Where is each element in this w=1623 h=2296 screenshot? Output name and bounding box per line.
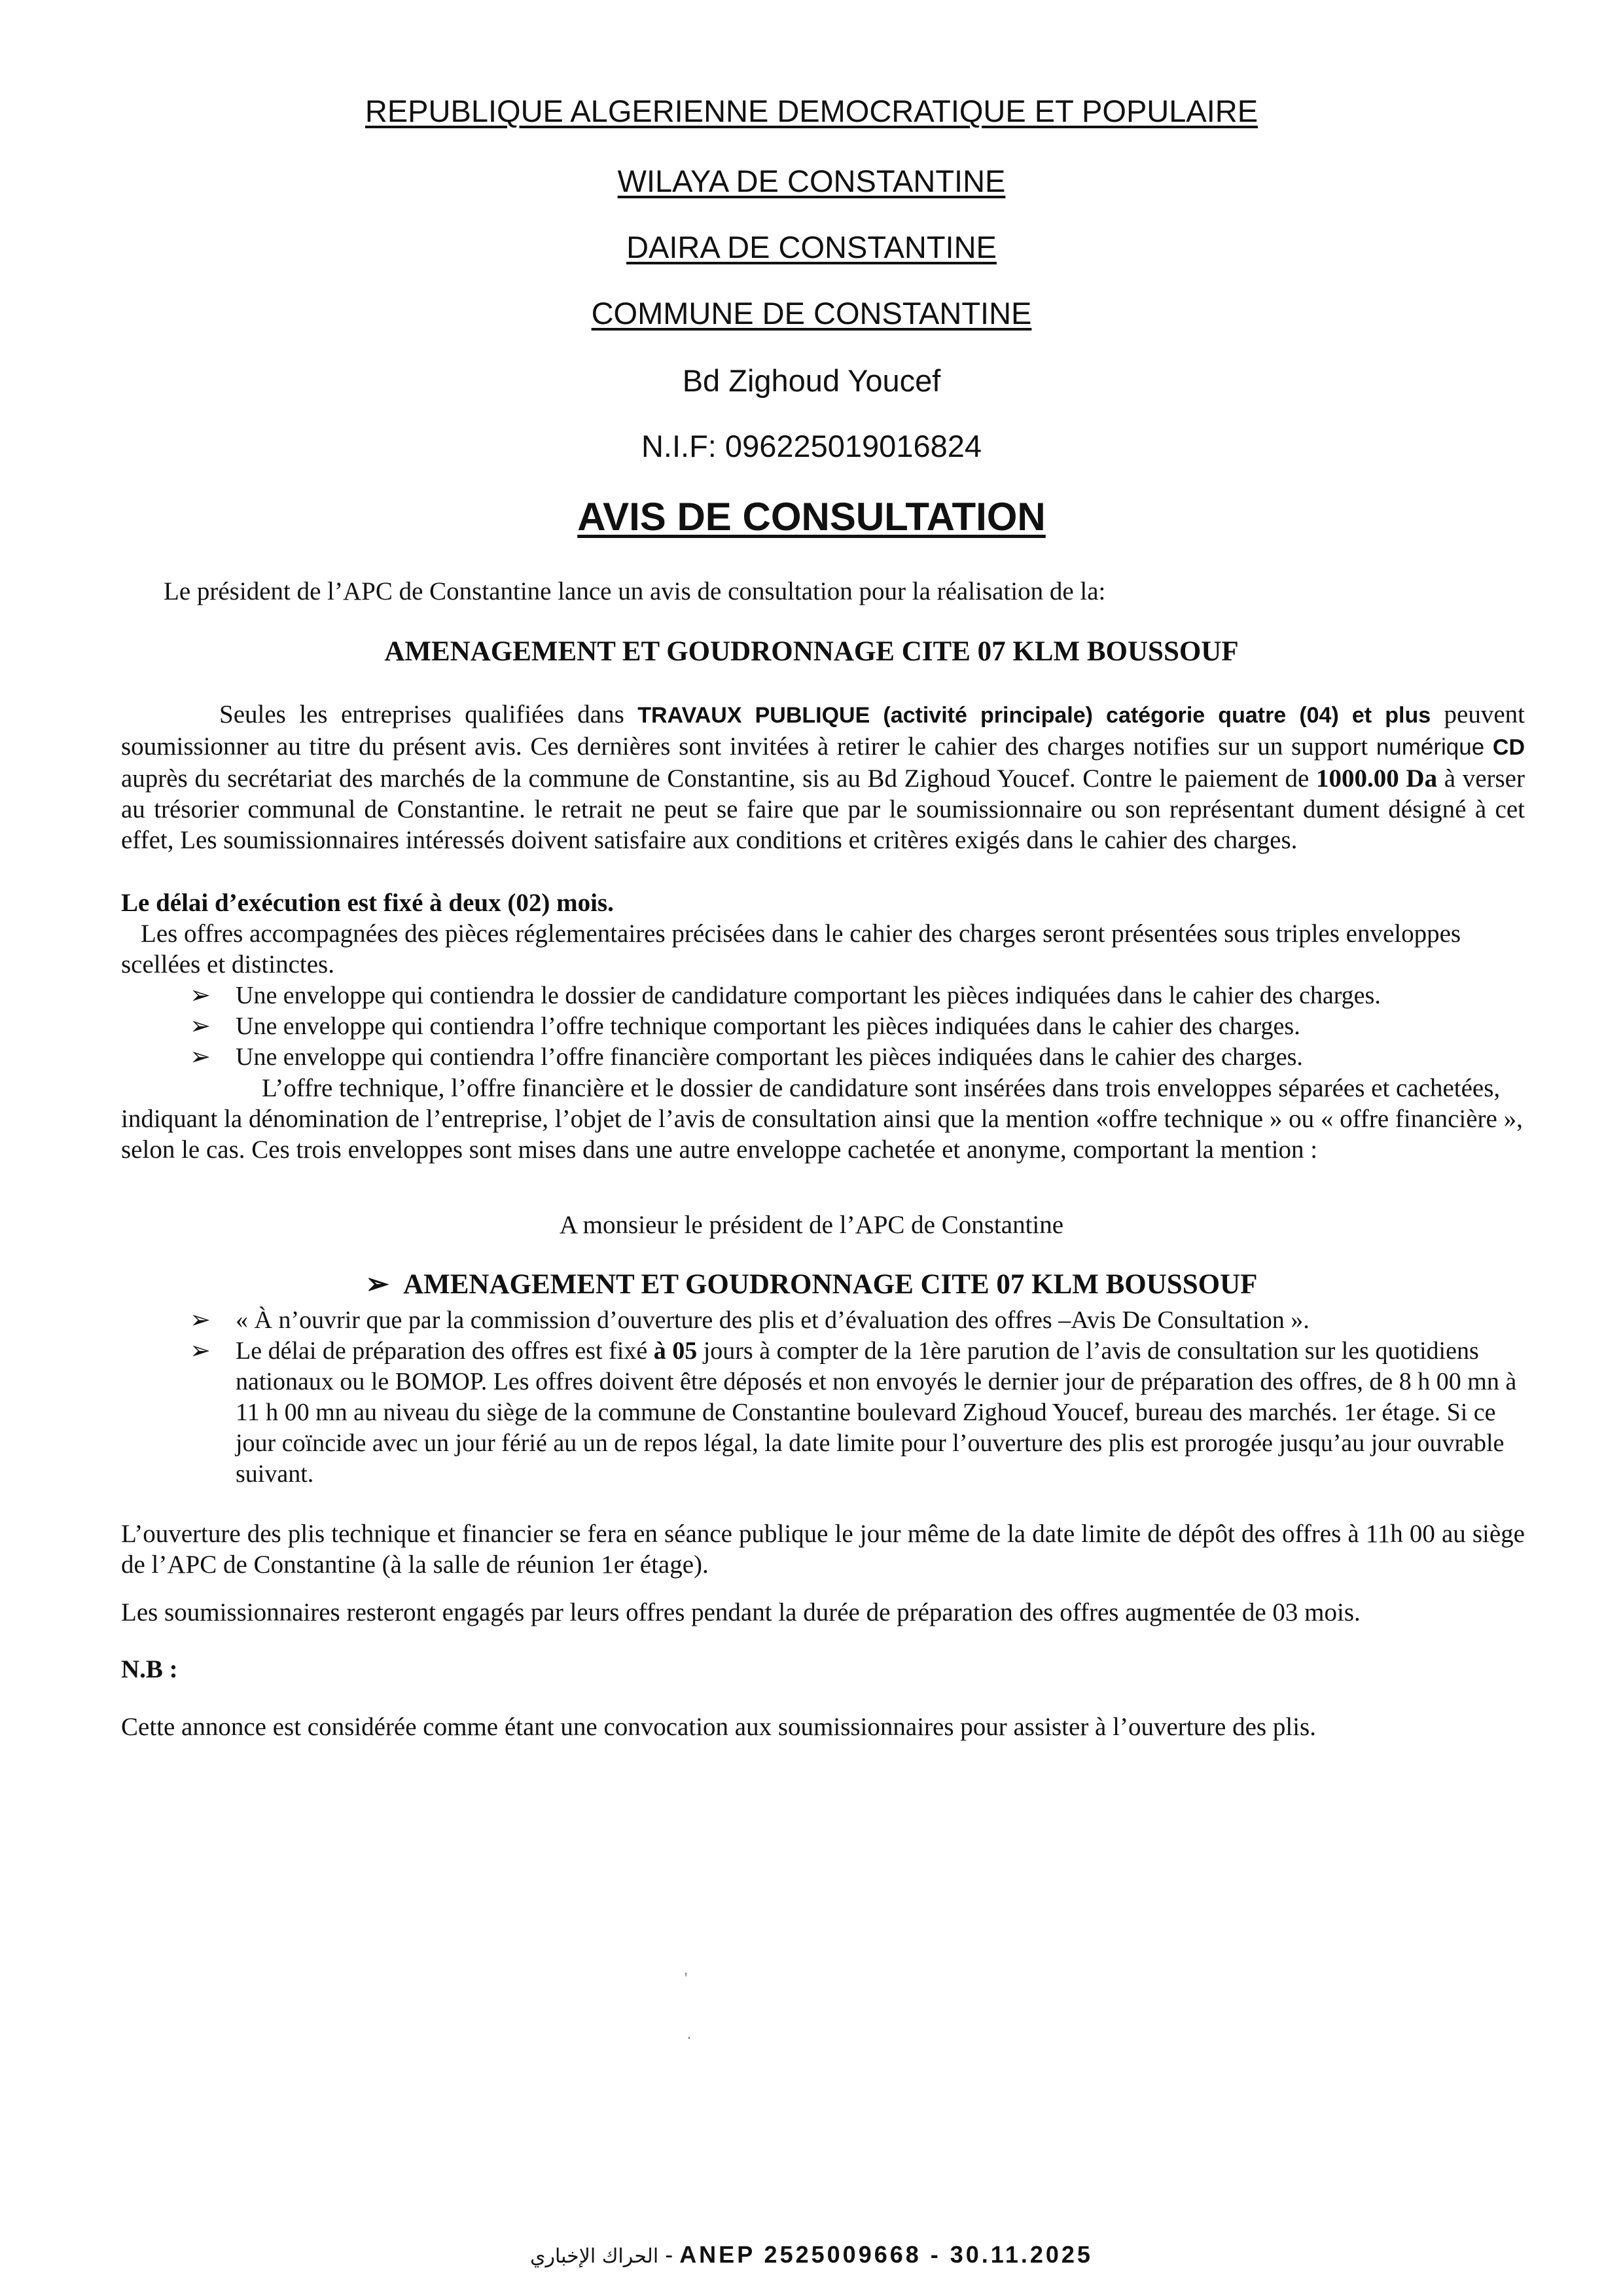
fee-amount: 1000.00 Da bbox=[1316, 764, 1438, 793]
required-category: TRAVAUX PUBLIQUE (activité principale) catégorie quatre (04) et plus bbox=[637, 703, 1431, 728]
arrow-bullet-icon: ➢ bbox=[365, 1269, 404, 1300]
header-daira: DAIRA DE CONSTANTINE bbox=[626, 230, 997, 264]
list-item: ➢ « À n’ouvrir que par la commission d’ouverture des plis et d’évaluation des offres –Avis De Consultation ». bbox=[190, 1305, 1531, 1336]
intro-text: Le président de l’APC de Constantine lance un avis de consultation pour la réalisation de la: bbox=[164, 577, 1106, 605]
paragraph-offers: Les offres accompagnées des pièces réglementaires précisées dans le cahier des charges seront présentées sous triples enveloppes scellées et distinctes. bbox=[121, 920, 1461, 978]
scan-speck: ' bbox=[685, 1970, 688, 1987]
paragraph-envelopes: L’offre technique, l’offre financière et le dossier de candidature sont insérées dans trois enveloppes séparées et cachetées, indiquant la dénomination de l’entreprise, l’objet de l’avis de consultation ainsi que la mention «offre technique » ou « offre financière », selon le cas. Ces trois enveloppes sont mises dans une autre enveloppe cachetée et anonyme, comportant la mention : bbox=[121, 1074, 1523, 1164]
execution-delay: Le délai d’exécution est fixé à deux (02) mois. bbox=[121, 889, 614, 917]
project-subject-repeat: ➢ AMENAGEMENT ET GOUDRONNAGE CITE 07 KLM BOUSSOUF bbox=[365, 1269, 1258, 1300]
addressee: A monsieur le président de l’APC de Constantine bbox=[559, 1211, 1064, 1239]
list-item: ➢ Une enveloppe qui contiendra l’offre financière comportant les pièces indiquées dans le cahier des charges. bbox=[190, 1042, 1531, 1073]
arrow-bullet-icon: ➢ bbox=[190, 1306, 211, 1334]
newspaper-name: الحراك الإخباري bbox=[530, 2245, 659, 2268]
header-nif: N.I.F: 096225019016824 bbox=[641, 429, 982, 463]
list-item: ➢ Une enveloppe qui contiendra le dossier de candidature comportant les pièces indiquées dans le cahier des charges. bbox=[190, 980, 1531, 1011]
paragraph-opening: L’ouverture des plis technique et financier se fera en séance publique le jour même de la date limite de dépôt des offres à 11h 00 au siège de l’APC de Constantine (à la salle de réunion 1er étage). bbox=[121, 1520, 1525, 1579]
nb-label: N.B : bbox=[121, 1655, 178, 1683]
arrow-bullet-icon: ➢ bbox=[190, 982, 211, 1009]
header-republic: REPUBLIQUE ALGERIENNE DEMOCRATIQUE ET POPULAIRE bbox=[365, 94, 1258, 128]
arrow-bullet-icon: ➢ bbox=[190, 1013, 211, 1040]
anep-reference: ANEP 2525009668 - 30.11.2025 bbox=[679, 2241, 1093, 2268]
arrow-bullet-icon: ➢ bbox=[190, 1337, 211, 1365]
paragraph-convocation: Cette annonce est considérée comme étant une convocation aux soumissionnaires pour assister à l’ouverture des plis. bbox=[121, 1713, 1316, 1741]
paragraph-engagement: Les soumissionnaires resteront engagés par leurs offres pendant la durée de préparation des offres augmentée de 03 mois. bbox=[121, 1598, 1361, 1626]
paragraph-eligibility: Seules les entreprises qualifiées dans TRAVAUX PUBLIQUE (activité principale) catégorie quatre (04) et plus peuvent soumissionner au titre du présent avis. Ces dernières sont invitées à retirer le cahier des charges notifies sur un support numérique CD auprès du secrétariat des marchés de la commune de Constantine, sis au Bd Zighoud Youcef. Contre le paiement de 1000.00 Da à verser au trésorier communal de Constantine. le retrait ne peut se faire que par le soumissionnaire ou son représentant dument désigné à cet effet, Les soumissionnaires intéressés doivent satisfaire aux conditions et critères exigés dans le cahier des charges. bbox=[121, 700, 1525, 854]
scan-speck: . bbox=[687, 2026, 691, 2043]
preparation-delay: Le délai de préparation des offres est fixé à 05 jours à compter de la 1ère parution de l’avis de consultation sur les quotidiens nationaux ou le BOMOP. Les offres doivent être déposés et non envoyés le dernier jour de préparation des offres, de 8 h 00 mn à 11 h 00 mn au niveau du siège de la commune de Constantine boulevard Zighoud Youcef, bureau des marchés. 1er étage. Si ce jour coïncide avec un jour férié au un de repos légal, la date limite pour l’ouverture des plis est prorogée jusqu’au jour ouvrable suivant. bbox=[236, 1337, 1517, 1488]
header-commune: COMMUNE DE CONSTANTINE bbox=[591, 296, 1032, 331]
arrow-bullet-icon: ➢ bbox=[190, 1043, 211, 1071]
list-item: ➢ Une enveloppe qui contiendra l’offre technique comportant les pièces indiquées dans le cahier des charges. bbox=[190, 1011, 1531, 1042]
header-address: Bd Zighoud Youcef bbox=[682, 363, 941, 398]
header-wilaya: WILAYA DE CONSTANTINE bbox=[617, 164, 1006, 198]
footer-reference: الحراك الإخباري - ANEP 2525009668 - 30.11.2025 bbox=[530, 2241, 1093, 2268]
list-item bbox=[190, 1336, 1531, 1490]
project-subject: AMENAGEMENT ET GOUDRONNAGE CITE 07 KLM BOUSSOUF bbox=[384, 636, 1239, 667]
page-title: AVIS DE CONSULTATION bbox=[577, 495, 1046, 539]
